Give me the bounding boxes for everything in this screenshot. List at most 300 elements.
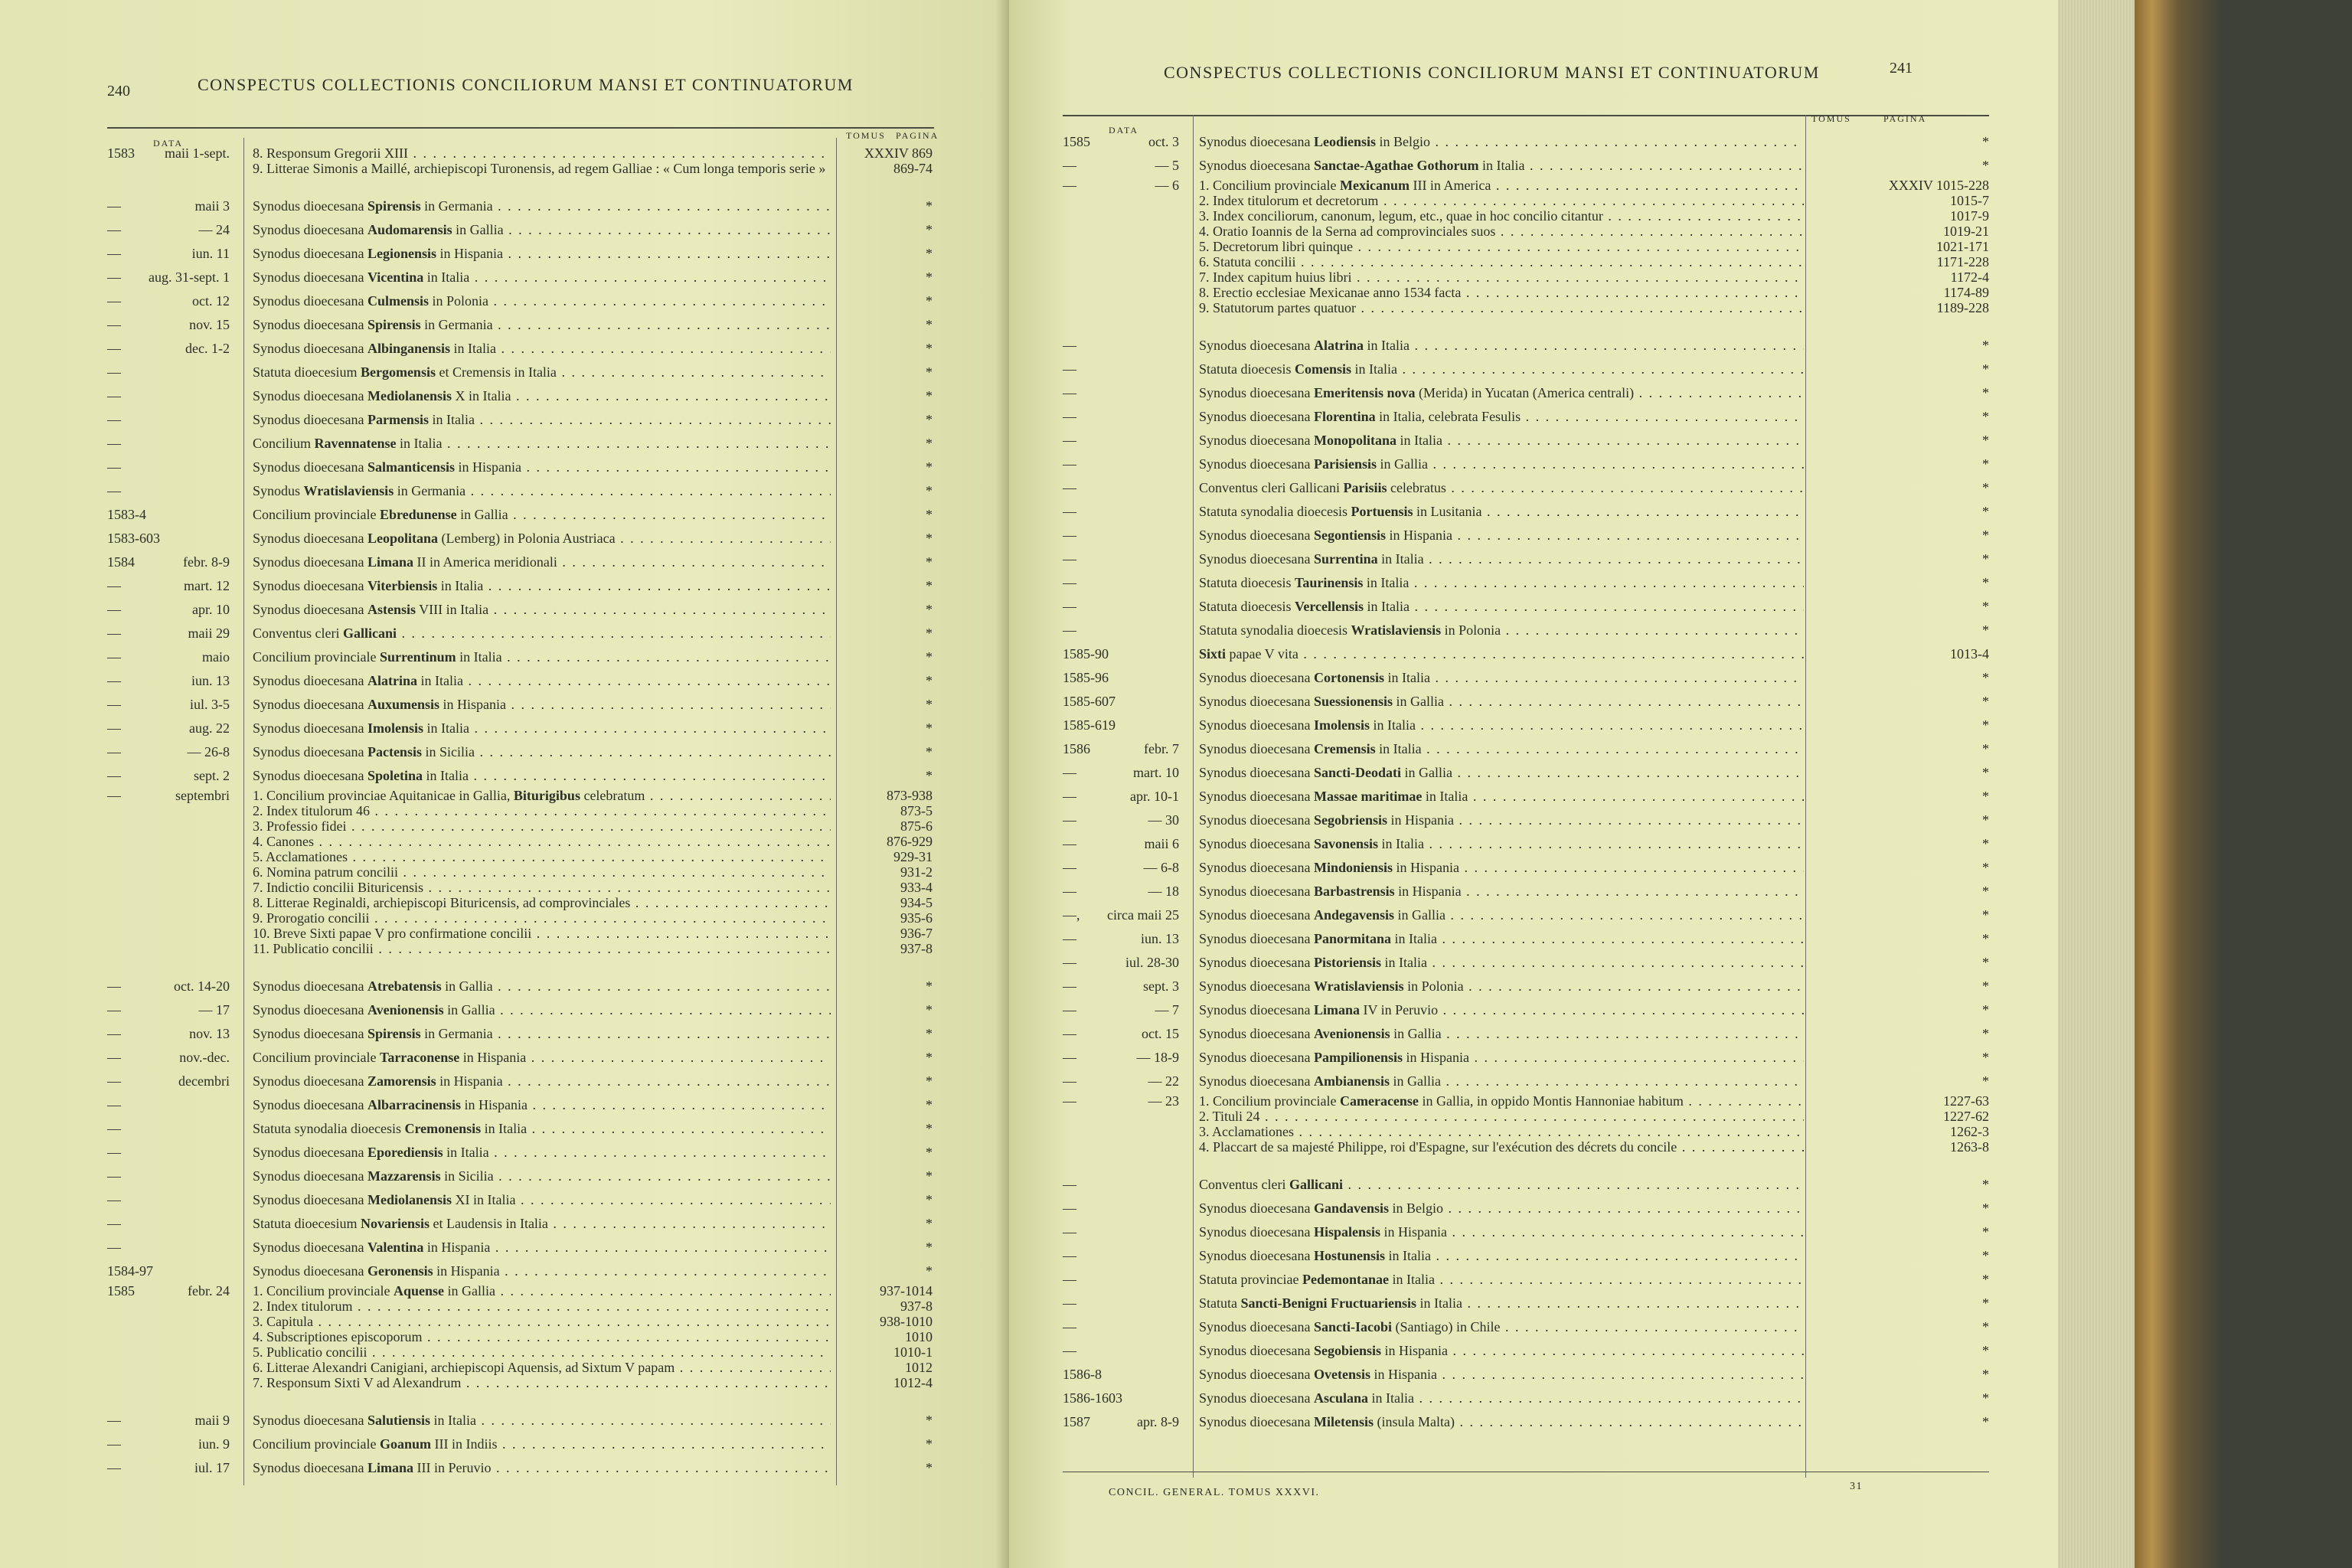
page-ref: *	[926, 1097, 933, 1112]
entry-text: in Belgio	[1389, 1200, 1444, 1216]
entry-line	[1199, 1387, 1804, 1410]
page-ref: *	[926, 978, 933, 994]
year: —	[107, 293, 121, 309]
entry-line	[253, 1375, 831, 1390]
entry-line	[253, 145, 831, 161]
entry-text: Conventus cleri	[253, 626, 343, 641]
entry-text: in Hispania	[436, 1073, 503, 1089]
entry-text: (Lemberg) in Polonia Austriaca	[437, 531, 616, 546]
page-ref: *	[1982, 158, 1989, 173]
entry-text: Synodus dioecesana	[1199, 1026, 1314, 1041]
table-row	[107, 598, 934, 622]
volume-page-ref	[842, 645, 933, 669]
volume-page-ref	[1813, 619, 1989, 642]
entry-line	[1199, 476, 1804, 500]
entry-text: Synodus dioecesana	[1199, 717, 1314, 733]
page-ref: *	[926, 1460, 933, 1475]
entry-line	[253, 1259, 831, 1283]
place-name: Mediolanensis	[367, 388, 452, 403]
year: —	[107, 1168, 121, 1184]
entry-title	[1199, 1070, 1804, 1093]
entry-text: 3. Professio fidei	[253, 818, 347, 834]
table-body	[1063, 130, 1989, 1434]
page-ref: *	[926, 1050, 933, 1065]
entry-text: Conventus cleri	[1199, 1177, 1289, 1192]
table-row	[107, 669, 934, 693]
table-row	[1063, 832, 1989, 856]
page-ref: 931-2	[900, 864, 933, 880]
place-name: Segontiensis	[1313, 528, 1386, 543]
year: 1585-607	[1063, 694, 1116, 709]
place-name: Parisiensis	[1313, 456, 1377, 472]
entry-title	[1199, 334, 1804, 358]
volume-page-ref	[1813, 737, 1989, 761]
entry-title	[1199, 405, 1804, 429]
place-name: Surrentinum	[379, 649, 456, 665]
entry-title	[253, 1259, 831, 1283]
page-ref: *	[1982, 1073, 1989, 1089]
entry-line	[1199, 1292, 1804, 1315]
entry-line	[253, 1283, 831, 1298]
table-row	[107, 998, 934, 1022]
year: 1585-619	[1063, 717, 1116, 733]
left-page	[0, 0, 1009, 1568]
entry-text: in Italia	[1363, 338, 1410, 353]
entry-text: Synodus dioecesana	[1199, 158, 1314, 173]
volume-page-ref	[1813, 154, 1989, 178]
table-row	[107, 145, 934, 194]
entry-text: (insula Malta)	[1373, 1414, 1455, 1429]
entry-text: in Hispania	[460, 1097, 528, 1112]
entry-text: 2. Index titulorum	[253, 1298, 353, 1314]
entry-line	[1199, 452, 1804, 476]
entry-line	[1199, 1339, 1804, 1363]
entry-line	[1199, 224, 1804, 239]
volume-page-ref	[842, 998, 933, 1022]
page-ref: *	[926, 673, 933, 688]
entry-text: Synodus dioecesana	[1199, 907, 1314, 923]
page-ref: XXXIV 1015-228	[1888, 178, 1989, 193]
entry-title	[1199, 1410, 1804, 1434]
table-row	[1063, 998, 1989, 1022]
entry-title	[1199, 927, 1804, 951]
entry-title	[253, 194, 831, 218]
entry-line	[253, 645, 831, 669]
year: —	[107, 341, 121, 356]
entry-text: 9. Statutorum partes quatuor	[1199, 300, 1356, 315]
page-ref: *	[926, 578, 933, 593]
entry-title	[1199, 476, 1804, 500]
entry-line	[1199, 595, 1804, 619]
page-ref: *	[926, 1436, 933, 1452]
entry-text: in Gallia	[1394, 907, 1446, 923]
place-name: Leodiensis	[1313, 134, 1376, 149]
entry-text: 1. Concilium provinciae Aquitanicae in Gallia,	[253, 788, 514, 803]
entry-text: Synodus dioecesana	[253, 388, 368, 403]
table-row	[1063, 951, 1989, 975]
year: —	[1063, 599, 1076, 614]
entry-text: in Italia	[481, 1121, 528, 1136]
entry-text: Synodus dioecesana	[253, 978, 368, 994]
table-row	[1063, 714, 1989, 737]
entry-text: Synodus dioecesana	[253, 341, 368, 356]
column-header-data: DATA	[1109, 125, 1139, 136]
entry-text: in Gallia	[441, 978, 493, 994]
entry-title	[1199, 1093, 1804, 1155]
table-row	[1063, 1387, 1989, 1410]
place-name: Avenionensis	[367, 1002, 444, 1018]
entry-line	[253, 849, 831, 864]
entry-line	[253, 1236, 831, 1259]
entry-line	[253, 764, 831, 788]
page-ref: *	[926, 697, 933, 712]
place-name: Ebredunense	[379, 507, 457, 522]
entry-line	[1199, 285, 1804, 300]
page-ref: *	[1982, 717, 1989, 733]
year: —	[107, 673, 121, 688]
entry-line	[253, 1165, 831, 1188]
month-day: — 23	[1148, 1093, 1179, 1109]
entry-text: Synodus dioecesana	[1199, 1414, 1314, 1429]
month-day: maii 29	[188, 626, 230, 641]
year: —	[107, 1216, 121, 1231]
entry-text: in Italia	[1396, 433, 1442, 448]
entry-text: in Hispania	[454, 459, 521, 475]
volume-page-ref	[1813, 452, 1989, 476]
year: —	[107, 720, 121, 736]
entry-text: Concilium provinciale	[253, 507, 380, 522]
place-name: Wratislaviensis	[1351, 622, 1442, 638]
year: 1585-90	[1063, 646, 1109, 662]
volume-page-ref	[1813, 1220, 1989, 1244]
entry-line	[253, 1117, 831, 1141]
place-name: Albarracinensis	[367, 1097, 461, 1112]
entry-text: in Italia, celebrata Fesulis	[1375, 409, 1521, 424]
table-row	[107, 218, 934, 242]
entry-text: Concilium	[253, 436, 315, 451]
page-ref: *	[926, 293, 933, 309]
page-ref: 1019-21	[1943, 224, 1989, 239]
table-row	[107, 574, 934, 598]
entry-line	[1199, 785, 1804, 808]
volume-page-ref	[842, 1236, 933, 1259]
year: 1584	[107, 554, 135, 570]
entry-text: III in Peruvio	[413, 1460, 492, 1475]
place-name: Sixti	[1199, 646, 1227, 662]
place-name: Sanctae-Agathae Gothorum	[1313, 158, 1479, 173]
page-ref: 1010-1	[893, 1344, 933, 1360]
year: —	[1063, 433, 1076, 448]
entry-text: 7. Responsum Sixti V ad Alexandrum	[253, 1375, 462, 1390]
entry-text: Synodus dioecesana	[1199, 456, 1314, 472]
place-name: Sancti-Iacobi	[1313, 1319, 1392, 1334]
entry-title	[253, 1141, 831, 1165]
entry-text: in Italia	[456, 649, 502, 665]
year: —	[1063, 1177, 1076, 1192]
column-header-tomus: TOMUS	[1811, 113, 1851, 124]
entry-text: Statuta synodalia dioecesis	[1199, 622, 1351, 638]
entry-line	[1199, 381, 1804, 405]
entry-title	[253, 384, 831, 408]
volume-page-ref	[842, 337, 933, 361]
page-ref: *	[926, 720, 933, 736]
entry-line	[253, 1046, 831, 1070]
entry-line	[1199, 1220, 1804, 1244]
entry-text: in Italia	[1377, 551, 1424, 567]
year: 1584-97	[107, 1263, 153, 1279]
place-name: Novariensis	[360, 1216, 430, 1231]
month-day: maii 9	[194, 1413, 230, 1428]
entry-text: in Hispania	[1386, 528, 1452, 543]
month-day: maii 3	[194, 198, 230, 214]
volume-page-ref	[1813, 998, 1989, 1022]
entry-text: in Italia	[1363, 599, 1410, 614]
entry-text: in Gallia	[1390, 1026, 1442, 1041]
page-ref: 1012	[905, 1360, 933, 1375]
entry-text: Synodus dioecesana	[253, 1168, 368, 1184]
entry-text: 6. Litterae Alexandri Canigiani, archiepiscopi Aquensis, ad Sixtum V papam	[253, 1360, 675, 1375]
volume-page-ref	[842, 1212, 933, 1236]
year: —	[107, 1192, 121, 1207]
month-day: iul. 17	[194, 1460, 230, 1475]
year: —	[107, 483, 121, 498]
entry-text: Synodus dioecesana	[253, 412, 368, 427]
entry-text: Synodus dioecesana	[1199, 409, 1314, 424]
place-name: Asculana	[1313, 1390, 1368, 1406]
entry-line	[253, 941, 831, 956]
entry-text: in Hispania	[1381, 1343, 1448, 1358]
entry-text: Synodus dioecesana	[1199, 884, 1314, 899]
year: —	[1063, 1272, 1076, 1287]
table-row	[107, 1456, 934, 1480]
entry-text: III in Indiis	[431, 1436, 498, 1452]
entry-line	[253, 717, 831, 740]
entry-line	[1199, 1124, 1804, 1139]
entry-title	[1199, 666, 1804, 690]
page-ref: *	[1982, 433, 1989, 448]
entry-title	[1199, 524, 1804, 547]
entry-line	[1199, 1093, 1804, 1109]
place-name: Pedemontanae	[1302, 1272, 1389, 1287]
volume-page-ref	[842, 1117, 933, 1141]
page-ref: 1017-9	[1950, 208, 1989, 224]
page-ref: 938-1010	[880, 1314, 933, 1329]
table-row	[1063, 856, 1989, 880]
entry-text: Synodus dioecesana	[1199, 812, 1314, 828]
volume-page-ref	[1813, 1410, 1989, 1434]
place-name: Bergomensis	[360, 364, 436, 380]
entry-text: in Hispania	[1380, 1224, 1447, 1240]
entry-text: in Italia	[423, 768, 469, 783]
table-body	[107, 145, 934, 1480]
entry-line	[1199, 761, 1804, 785]
entry-text: 4. Subscriptiones episcoporum	[253, 1329, 423, 1344]
place-name: Comensis	[1294, 361, 1351, 377]
entry-line	[253, 194, 831, 218]
place-name: Vicentina	[367, 270, 424, 285]
entry-text: Synodus dioecesana	[1199, 1002, 1314, 1018]
entry-text: Synodus dioecesana	[253, 1097, 368, 1112]
page-ref: *	[1982, 1200, 1989, 1216]
entry-text: in Polonia	[1441, 622, 1501, 638]
entry-text: in Hispania	[1403, 1050, 1469, 1065]
volume-page-ref	[842, 289, 933, 313]
place-name: Mazzarensis	[367, 1168, 441, 1184]
year: —	[107, 1413, 121, 1428]
entry-text: in Gallia	[1400, 765, 1452, 780]
place-name: Cortonensis	[1313, 670, 1384, 685]
volume-page-ref	[842, 788, 933, 956]
entry-title	[1199, 1292, 1804, 1315]
year: 1586-8	[1063, 1367, 1102, 1382]
page-ref: *	[1982, 931, 1989, 946]
page-ref: 929-31	[893, 849, 933, 864]
running-head: CONSPECTUS COLLECTIONIS CONCILIORUM MANSI ET CONTINUATORUM	[1164, 63, 1820, 82]
entry-line	[1199, 1315, 1804, 1339]
entry-text: XI in Italia	[451, 1192, 516, 1207]
volume-page-ref	[842, 384, 933, 408]
place-name: Gandavensis	[1313, 1200, 1390, 1216]
volume-page-ref	[842, 669, 933, 693]
entry-line	[253, 895, 831, 910]
table-row	[1063, 1046, 1989, 1070]
table-row	[1063, 154, 1989, 178]
volume-page-ref	[1813, 1292, 1989, 1315]
entry-title	[253, 337, 831, 361]
month-day: nov.-dec.	[179, 1050, 230, 1065]
entry-line	[253, 456, 831, 479]
table-row	[107, 1188, 934, 1212]
month-day: sept. 2	[194, 768, 230, 783]
entry-text: Synodus dioecesana	[1199, 551, 1314, 567]
entry-text: in Hispania	[433, 1263, 500, 1279]
entry-text: (Santiago) in Chile	[1391, 1319, 1501, 1334]
volume-page-ref	[1813, 1244, 1989, 1268]
page-ref: *	[1982, 134, 1989, 149]
year: —	[1063, 1073, 1076, 1089]
table-row	[107, 975, 934, 998]
table-row	[107, 1046, 934, 1070]
entry-title	[253, 503, 831, 527]
place-name: Monopolitana	[1313, 433, 1396, 448]
volume-page-ref	[1813, 785, 1989, 808]
entry-title	[253, 693, 831, 717]
table-row	[107, 1141, 934, 1165]
entry-line	[1199, 642, 1804, 666]
entry-title	[253, 1456, 831, 1480]
entry-text: Concilium provinciale	[253, 1436, 380, 1452]
entry-text: 8. Litterae Reginaldi, archiepiscopi Bituricensis, ad comprovinciales	[253, 895, 631, 910]
month-day: dec. 1-2	[185, 341, 230, 356]
table-row	[1063, 1093, 1989, 1173]
place-name: Wratislaviensis	[303, 483, 394, 498]
entry-title	[253, 218, 831, 242]
year: —	[1063, 1319, 1076, 1334]
volume-page-ref	[1813, 547, 1989, 571]
table-row	[1063, 975, 1989, 998]
year: —	[107, 626, 121, 641]
year: —	[107, 436, 121, 451]
entry-text: 4. Placcart de sa majesté Philippe, roi d'Espagne, sur l'exécution des décrets du concile	[1199, 1139, 1677, 1155]
entry-line	[1199, 1410, 1804, 1434]
year: —	[1063, 1224, 1076, 1240]
entry-line	[1199, 619, 1804, 642]
year: —	[107, 1436, 121, 1452]
page-ref: *	[926, 388, 933, 403]
year: —	[1063, 978, 1076, 994]
month-day: iul. 3-5	[190, 697, 230, 712]
volume-page-ref	[842, 479, 933, 503]
entry-text: in Hispania	[1393, 860, 1460, 875]
table-row	[107, 408, 934, 432]
entry-text: 3. Acclamationes	[1199, 1124, 1294, 1139]
table-row	[1063, 737, 1989, 761]
entry-text: in Italia	[423, 720, 469, 736]
table-row	[107, 1409, 934, 1432]
entry-text: Synodus dioecesana	[1199, 528, 1314, 543]
entry-text: Synodus dioecesana	[253, 602, 368, 617]
page-ref: *	[1982, 456, 1989, 472]
entry-text: in Italia	[428, 412, 475, 427]
entry-text: 8. Responsum Gregorii XIII	[253, 145, 408, 161]
entry-line	[253, 1022, 831, 1046]
volume-page-ref	[1813, 903, 1989, 927]
volume-page-ref	[1813, 927, 1989, 951]
entry-text: Synodus dioecesana	[253, 1413, 368, 1428]
year: —	[107, 317, 121, 332]
table-row	[1063, 405, 1989, 429]
page-ref: *	[1982, 1224, 1989, 1240]
entry-text: in Italia	[1422, 789, 1468, 804]
month-day: iul. 28-30	[1125, 955, 1179, 970]
entry-line	[1199, 405, 1804, 429]
month-day: — 17	[198, 1002, 230, 1018]
year: 1583	[107, 145, 135, 161]
table-row	[1063, 880, 1989, 903]
year: —	[107, 744, 121, 760]
header-rule	[107, 127, 934, 129]
volume-page-ref	[1813, 761, 1989, 785]
year: —	[1063, 931, 1076, 946]
entry-text: Synodus dioecesana	[1199, 1367, 1314, 1382]
entry-title	[1199, 1315, 1804, 1339]
entry-title	[1199, 951, 1804, 975]
entry-text: in Sicilia	[421, 744, 475, 760]
place-name: Auxumensis	[367, 697, 439, 712]
page-ref: 937-8	[900, 941, 933, 956]
month-day: oct. 15	[1142, 1026, 1179, 1041]
entry-text: 1. Concilium provinciale	[1199, 178, 1340, 193]
volume-page-ref	[1813, 880, 1989, 903]
entry-title	[1199, 880, 1804, 903]
page-ref: 1263-8	[1950, 1139, 1989, 1155]
table-row	[107, 693, 934, 717]
page-ref: *	[926, 246, 933, 261]
volume-page-ref	[842, 1141, 933, 1165]
year: —	[107, 768, 121, 783]
page-ref: *	[1982, 670, 1989, 685]
entry-title	[253, 479, 831, 503]
year: —	[107, 222, 121, 237]
entry-text: in Belgio	[1376, 134, 1430, 149]
entry-line	[1199, 193, 1804, 208]
page-ref: *	[1982, 361, 1989, 377]
year: —	[1063, 480, 1076, 495]
table-row	[1063, 500, 1989, 524]
table-row	[1063, 1197, 1989, 1220]
year: —	[1063, 1200, 1076, 1216]
entry-line	[253, 693, 831, 717]
